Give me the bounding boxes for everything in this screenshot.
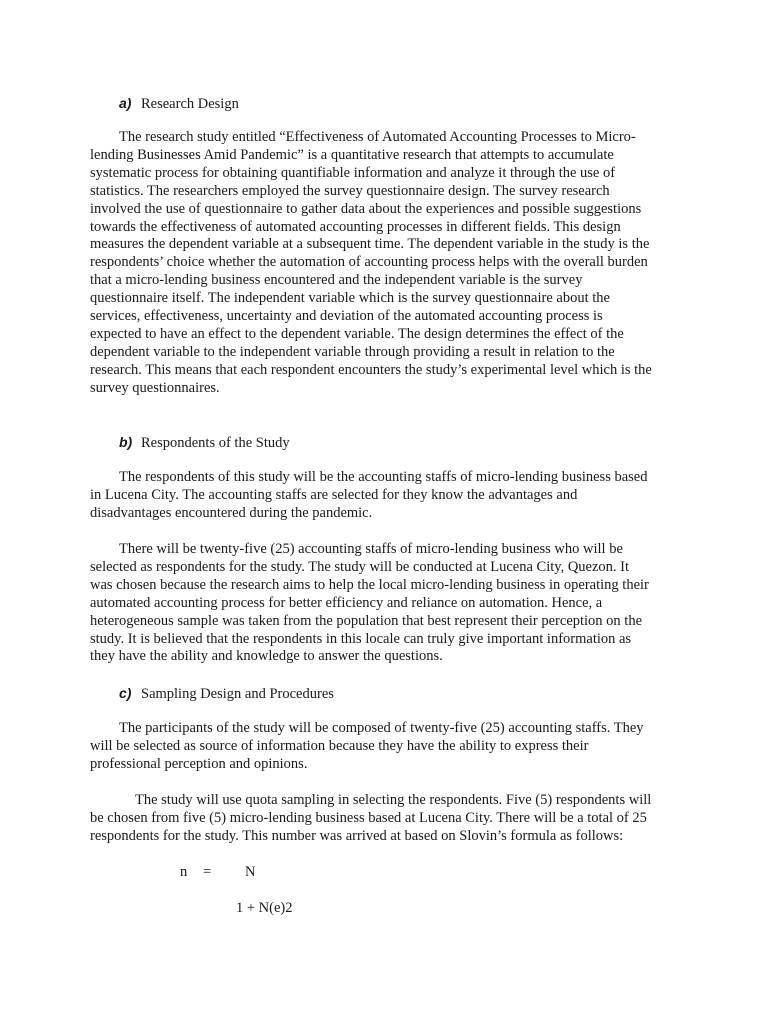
text-line: selected as respondents for the study. The study will be conducted at Lucena City, Quezon. It [90,558,630,575]
formula-lhs: n [180,864,188,880]
text-line: expected to have an effect to the dependent variable. The design determines the effect of the [90,325,624,342]
text-line: study. It is believed that the respondents in this locale can truly give important information as [90,630,632,647]
text-line: measures the dependent variable at a subsequent time. The dependent variable in the study is the [90,236,650,253]
text-line: The study will use quota sampling in selecting the respondents. Five (5) respondents will [135,792,652,808]
paragraph-respondents-2 [90,541,680,666]
section-title: Respondents of the Study [141,435,290,451]
text-line: The participants of the study will be composed of twenty-five (25) accounting staffs. They [119,720,644,736]
text-line: will be selected as source of information because they have the ability to express their [90,737,589,754]
text-line: questionnaire itself. The independent variable which is the survey questionnaire about the [90,290,610,307]
text-line: disadvantages encountered during the pandemic. [90,504,373,521]
text-line: The research study entitled “Effectiveness of Automated Accounting Processes to Micro- [119,129,636,145]
section-heading-respondents [119,433,290,452]
text-line: dependent variable to the independent variable through providing a result in relation to the [90,343,615,360]
text-line: professional perception and opinions. [90,755,308,772]
section-title: Research Design [141,96,239,112]
section-marker: c) [119,685,132,701]
section-marker: b) [119,434,133,450]
paragraph-research-design [90,129,680,398]
text-line: survey questionnaires. [90,379,220,396]
text-line: in Lucena City. The accounting staffs are selected for they know the advantages and [90,486,578,503]
formula-denominator: 1 + N(e)2 [236,900,293,916]
text-line: automated accounting process for better efficiency and reliance on automation. Hence, a [90,594,603,611]
text-line: towards the effectiveness of automated accounting processes in different fields. This design [90,218,621,235]
paragraph-sampling-2 [90,792,680,846]
section-heading-research-design [119,94,239,113]
text-line: respondents’ choice whether the automation of accounting process helps with the overall burden [90,254,648,271]
text-line: was chosen because the research aims to help the local micro-lending business in operating their [90,576,649,593]
section-heading-sampling [119,684,334,703]
text-line: statistics. The researchers employed the survey questionnaire design. The survey research [90,182,610,199]
text-line: be chosen from five (5) micro-lending business based at Lucena City. There will be a total of 25 [90,809,647,826]
paragraph-respondents-1 [90,469,680,523]
section-title: Sampling Design and Procedures [141,686,334,702]
formula-equals: = [203,864,212,880]
formula-numerator: N [245,864,256,880]
text-line: involved the use of questionnaire to gather data about the experiences and possible suggestions [90,200,642,217]
text-line: that a micro-lending business encountered and the independent variable is the survey [90,272,583,289]
text-line: There will be twenty-five (25) accounting staffs of micro-lending business who will be [119,541,623,557]
paragraph-sampling-1 [90,720,680,774]
text-line: lending Businesses Amid Pandemic” is a quantitative research that attempts to accumulate [90,146,614,163]
section-marker: a) [119,95,132,111]
text-line: they have the ability and knowledge to answer the questions. [90,648,443,665]
text-line: heterogeneous sample was taken from the population that best represent their perception on the [90,612,643,629]
text-line: services, effectiveness, uncertainty and deviation of the automated accounting process is [90,308,603,325]
text-line: The respondents of this study will be the accounting staffs of micro-lending business based [119,469,648,485]
text-line: systematic process for obtaining quantifiable information and analyze it through the use of [90,164,616,181]
text-line: research. This means that each respondent encounters the study’s experimental level which is the [90,361,652,378]
text-line: respondents for the study. This number was arrived at based on Slovin’s formula as follows: [90,827,624,844]
